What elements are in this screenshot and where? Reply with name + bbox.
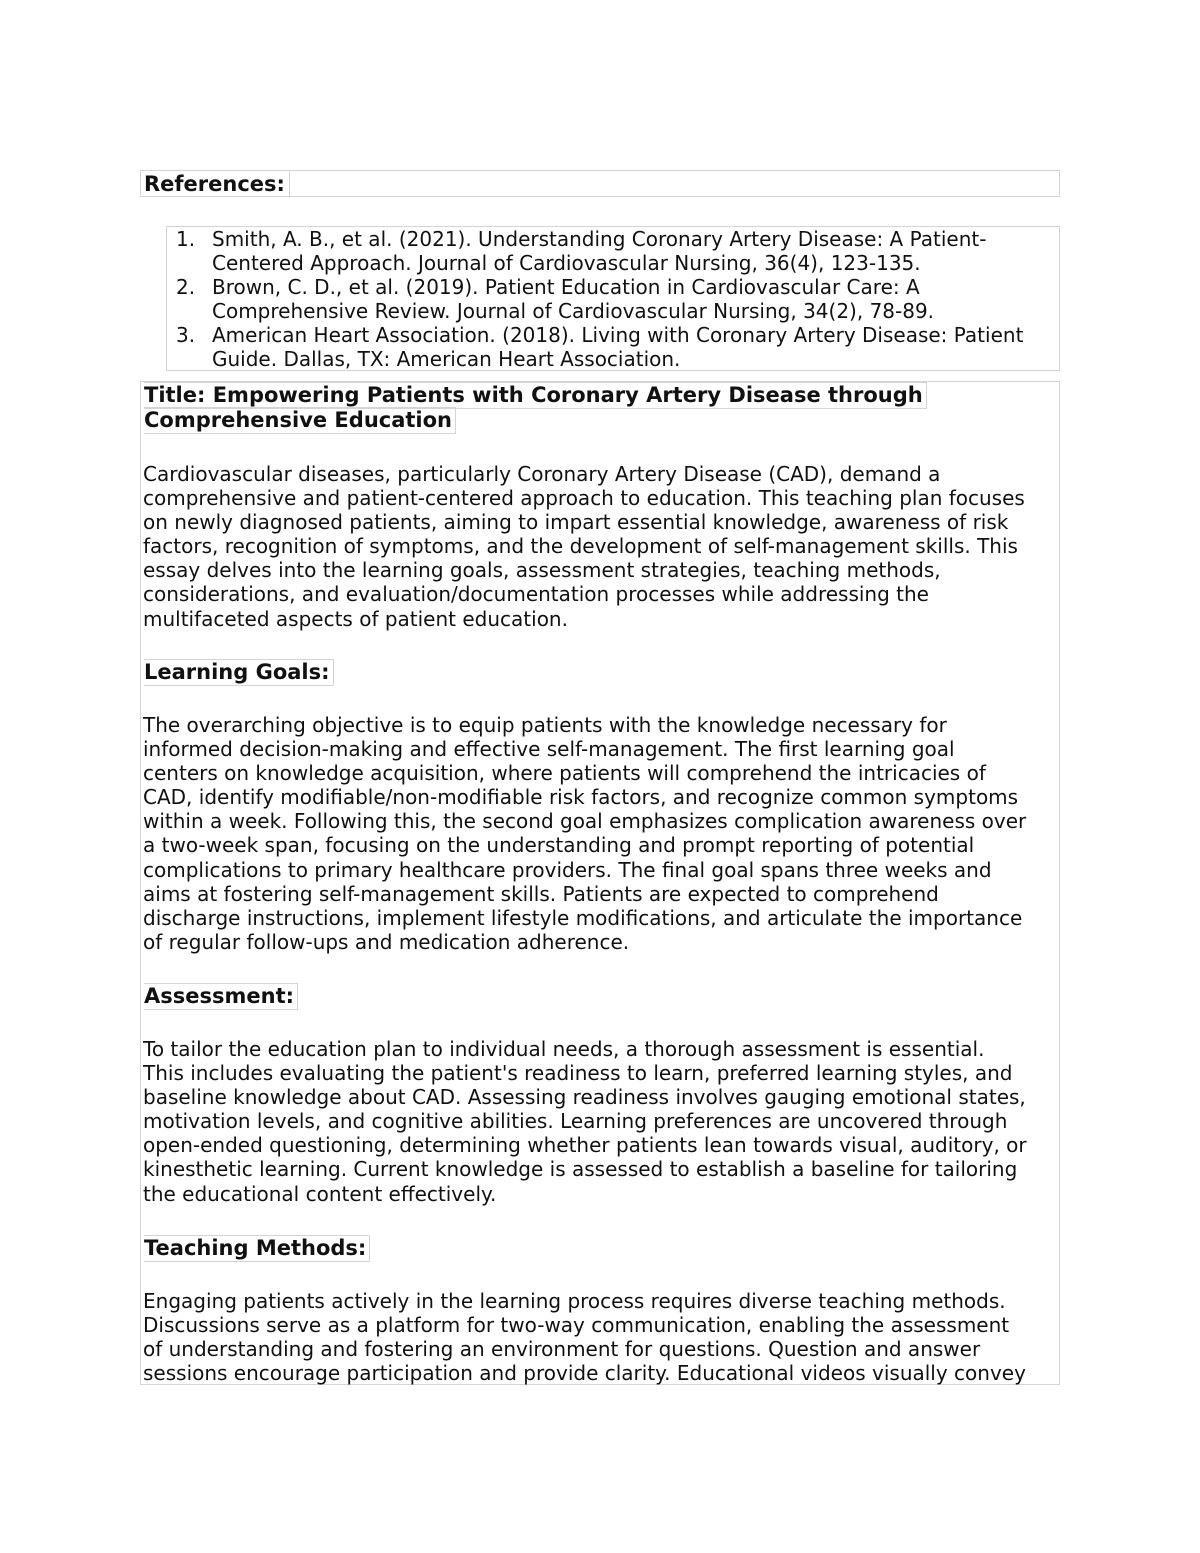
reference-item: [167, 227, 1023, 275]
reference-item: [167, 323, 1023, 371]
essay-box: [140, 381, 1060, 1385]
assessment-line: To tailor the education plan to individual needs, a thorough assessment is essential.: [143, 1037, 985, 1061]
reference-line: Comprehensive Review. Journal of Cardiovascular Nursing, 34(2), 78-89.: [212, 299, 935, 323]
assessment-heading: Assessment:: [144, 983, 298, 1010]
intro-line: multifaceted aspects of patient education.: [143, 606, 568, 631]
learning-goals-line: complications to primary healthcare providers. The final goal spans three weeks and: [143, 857, 992, 882]
intro-line: on newly diagnosed patients, aiming to impart essential knowledge, awareness of risk: [143, 510, 1009, 535]
reference-number: 1.: [176, 227, 196, 251]
learning-goals-heading: Learning Goals:: [144, 659, 334, 686]
teaching-methods-paragraph: [143, 1289, 1059, 1385]
teaching-methods-line: Engaging patients actively in the learning process requires diverse teaching methods.: [143, 1289, 1006, 1313]
reference-line: Guide. Dallas, TX: American Heart Association.: [212, 347, 681, 371]
teaching-methods-heading: Teaching Methods:: [144, 1235, 370, 1262]
learning-goals-line: centers on knowledge acquisition, where patients will comprehend the intricacies of: [143, 761, 986, 786]
assessment-line: This includes evaluating the patient's readiness to learn, preferred learning styles, and: [143, 1061, 1013, 1086]
learning-goals-line: of regular follow-ups and medication adherence.: [143, 929, 630, 954]
references-list-box: [166, 226, 1060, 371]
reference-item: [167, 275, 1023, 323]
learning-goals-line: aims at fostering self-management skills. Patients are expected to comprehend: [143, 881, 939, 906]
intro-line: considerations, and evaluation/documentation processes while addressing the: [143, 582, 929, 607]
reference-number: 3.: [176, 323, 196, 347]
assessment-line: the educational content effectively.: [143, 1181, 497, 1206]
assessment-line: motivation levels, and cognitive abilities. Learning preferences are uncovered through: [143, 1109, 1008, 1134]
references-heading-box: [140, 170, 1060, 197]
assessment-paragraph: [143, 1037, 1059, 1206]
essay-title-line-1: Title: Empowering Patients with Coronary Artery Disease through: [144, 382, 927, 409]
intro-line: essay delves into the learning goals, assessment strategies, teaching methods,: [143, 558, 941, 583]
teaching-methods-line: of understanding and fostering an environment for questions. Question and answer: [143, 1337, 981, 1362]
intro-line: factors, recognition of symptoms, and the development of self-management skills. This: [143, 534, 1018, 559]
learning-goals-line: a two-week span, focusing on the understanding and prompt reporting of potential: [143, 833, 975, 858]
essay-title-line-2: Comprehensive Education: [144, 407, 456, 434]
references-list: [167, 227, 1023, 371]
intro-line: Cardiovascular diseases, particularly Coronary Artery Disease (CAD), demand a: [143, 462, 941, 486]
teaching-methods-line: sessions encourage participation and provide clarity. Educational videos visually convey: [143, 1361, 1026, 1386]
learning-goals-line: discharge instructions, implement lifestyle modifications, and articulate the importance: [143, 905, 1023, 930]
reference-line: Brown, C. D., et al. (2019). Patient Education in Cardiovascular Care: A: [212, 275, 920, 299]
intro-line: comprehensive and patient-centered approach to education. This teaching plan focuses: [143, 486, 1025, 511]
teaching-methods-line: Discussions serve as a platform for two-way communication, enabling the assessment: [143, 1313, 1010, 1338]
learning-goals-line: The overarching objective is to equip patients with the knowledge necessary for: [143, 713, 947, 737]
learning-goals-line: informed decision-making and effective self-management. The first learning goal: [143, 737, 955, 762]
assessment-line: open-ended questioning, determining whether patients lean towards visual, auditory, or: [143, 1133, 1027, 1158]
reference-line: Smith, A. B., et al. (2021). Understanding Coronary Artery Disease: A Patient-: [212, 227, 987, 251]
reference-line: Centered Approach. Journal of Cardiovascular Nursing, 36(4), 123-135.: [212, 251, 921, 275]
reference-line: American Heart Association. (2018). Living with Coronary Artery Disease: Patient: [212, 323, 1024, 347]
assessment-line: kinesthetic learning. Current knowledge is assessed to establish a baseline for tailoring: [143, 1157, 1018, 1182]
learning-goals-paragraph: [143, 713, 1059, 954]
intro-paragraph: [143, 462, 1059, 631]
learning-goals-line: within a week. Following this, the second goal emphasizes complication awareness over: [143, 809, 1027, 834]
assessment-line: baseline knowledge about CAD. Assessing readiness involves gauging emotional states,: [143, 1085, 1026, 1110]
references-heading: References:: [144, 171, 290, 198]
reference-number: 2.: [176, 275, 196, 299]
learning-goals-line: CAD, identify modifiable/non-modifiable risk factors, and recognize common symptoms: [143, 785, 1019, 810]
